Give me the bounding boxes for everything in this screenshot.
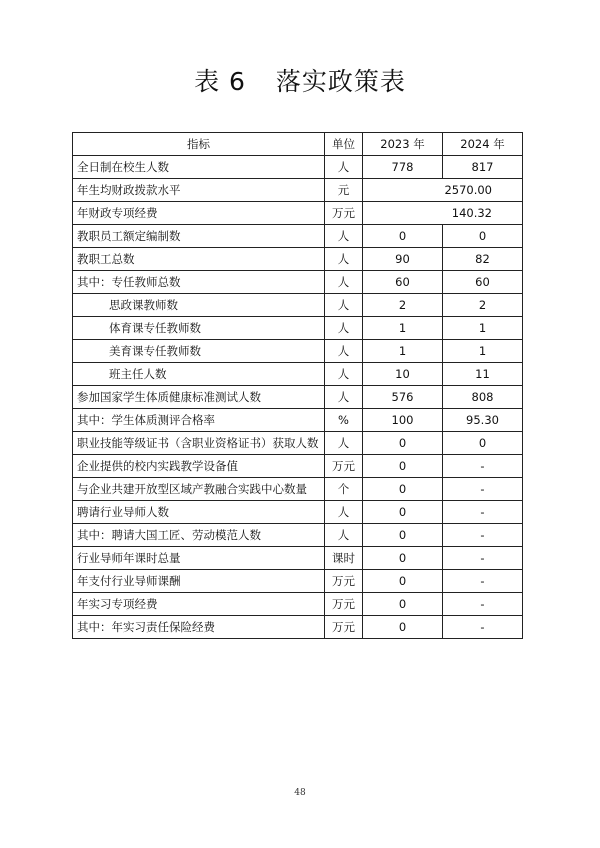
value-2023-cell: 0 (363, 616, 443, 639)
merged-value-cell: 2570.00 (363, 179, 523, 202)
value-2023-cell: 576 (363, 386, 443, 409)
table-row (73, 317, 523, 340)
unit-cell: 人 (325, 225, 363, 248)
indicator-cell: 聘请行业导师人数 (73, 501, 325, 524)
table-header-row (73, 133, 523, 156)
indicator-cell: 与企业共建开放型区域产教融合实践中心数量 (73, 478, 325, 501)
table-row (73, 593, 523, 616)
table-row (73, 501, 523, 524)
value-2024-cell: - (443, 455, 523, 478)
table-row (73, 202, 523, 225)
unit-cell: 个 (325, 478, 363, 501)
unit-cell: 人 (325, 432, 363, 455)
value-2024-cell: - (443, 616, 523, 639)
value-2023-cell: 1 (363, 317, 443, 340)
indicator-cell: 年支付行业导师课酬 (73, 570, 325, 593)
value-2024-cell: - (443, 547, 523, 570)
indicator-cell: 职业技能等级证书（含职业资格证书）获取人数 (73, 432, 325, 455)
value-2024-cell: 817 (443, 156, 523, 179)
table-number: 表 6 (194, 67, 246, 96)
table-row (73, 386, 523, 409)
policy-table (72, 132, 523, 639)
value-2024-cell: - (443, 478, 523, 501)
value-2024-cell: 0 (443, 432, 523, 455)
value-2024-cell: 0 (443, 225, 523, 248)
table-row (73, 225, 523, 248)
indicator-cell: 教职员工额定编制数 (73, 225, 325, 248)
table-row (73, 455, 523, 478)
table-row (73, 524, 523, 547)
value-2024-cell: - (443, 524, 523, 547)
indicator-cell: 思政课教师数 (73, 294, 325, 317)
table-title-text: 落实政策表 (275, 67, 406, 96)
unit-cell: 人 (325, 340, 363, 363)
value-2023-cell: 1 (363, 340, 443, 363)
value-2023-cell: 0 (363, 501, 443, 524)
table-row (73, 547, 523, 570)
unit-cell: 人 (325, 363, 363, 386)
header-2024: 2024 年 (443, 133, 523, 156)
header-indicator: 指标 (73, 133, 325, 156)
table-row (73, 478, 523, 501)
value-2024-cell: 2 (443, 294, 523, 317)
value-2023-cell: 0 (363, 225, 443, 248)
table-row (73, 271, 523, 294)
value-2023-cell: 0 (363, 478, 443, 501)
value-2023-cell: 100 (363, 409, 443, 432)
value-2023-cell: 90 (363, 248, 443, 271)
unit-cell: % (325, 409, 363, 432)
indicator-cell: 年实习专项经费 (73, 593, 325, 616)
indicator-cell: 其中：聘请大国工匠、劳动模范人数 (73, 524, 325, 547)
indicator-cell: 年财政专项经费 (73, 202, 325, 225)
table-row (73, 248, 523, 271)
header-2023: 2023 年 (363, 133, 443, 156)
table-row (73, 432, 523, 455)
value-2024-cell: 82 (443, 248, 523, 271)
unit-cell: 万元 (325, 570, 363, 593)
value-2023-cell: 0 (363, 570, 443, 593)
table-row (73, 340, 523, 363)
value-2023-cell: 10 (363, 363, 443, 386)
unit-cell: 万元 (325, 455, 363, 478)
page-title (0, 62, 600, 98)
value-2024-cell: 60 (443, 271, 523, 294)
value-2023-cell: 0 (363, 432, 443, 455)
value-2023-cell: 60 (363, 271, 443, 294)
indicator-cell: 其中：专任教师总数 (73, 271, 325, 294)
value-2024-cell: 95.30 (443, 409, 523, 432)
value-2024-cell: 1 (443, 317, 523, 340)
unit-cell: 万元 (325, 593, 363, 616)
table-row (73, 363, 523, 386)
unit-cell: 万元 (325, 616, 363, 639)
unit-cell: 人 (325, 524, 363, 547)
header-unit: 单位 (325, 133, 363, 156)
table-row (73, 570, 523, 593)
value-2024-cell: 11 (443, 363, 523, 386)
value-2023-cell: 0 (363, 593, 443, 616)
indicator-cell: 美育课专任教师数 (73, 340, 325, 363)
unit-cell: 人 (325, 156, 363, 179)
indicator-cell: 企业提供的校内实践教学设备值 (73, 455, 325, 478)
unit-cell: 人 (325, 386, 363, 409)
value-2023-cell: 0 (363, 455, 443, 478)
page-number: 48 (294, 788, 306, 798)
unit-cell: 课时 (325, 547, 363, 570)
unit-cell: 人 (325, 501, 363, 524)
value-2023-cell: 0 (363, 524, 443, 547)
unit-cell: 人 (325, 317, 363, 340)
table-row (73, 156, 523, 179)
table-row (73, 616, 523, 639)
indicator-cell: 年生均财政拨款水平 (73, 179, 325, 202)
unit-cell: 人 (325, 271, 363, 294)
unit-cell: 人 (325, 294, 363, 317)
indicator-cell: 参加国家学生体质健康标准测试人数 (73, 386, 325, 409)
value-2024-cell: 808 (443, 386, 523, 409)
value-2023-cell: 0 (363, 547, 443, 570)
indicator-cell: 其中：年实习责任保险经费 (73, 616, 325, 639)
indicator-cell: 行业导师年课时总量 (73, 547, 325, 570)
indicator-cell: 班主任人数 (73, 363, 325, 386)
table-row (73, 294, 523, 317)
value-2024-cell: - (443, 501, 523, 524)
unit-cell: 万元 (325, 202, 363, 225)
value-2024-cell: - (443, 593, 523, 616)
value-2023-cell: 2 (363, 294, 443, 317)
table-body (73, 156, 523, 639)
value-2024-cell: - (443, 570, 523, 593)
indicator-cell: 全日制在校生人数 (73, 156, 325, 179)
merged-value-cell: 140.32 (363, 202, 523, 225)
unit-cell: 人 (325, 248, 363, 271)
table-row (73, 409, 523, 432)
value-2024-cell: 1 (443, 340, 523, 363)
indicator-cell: 体育课专任教师数 (73, 317, 325, 340)
table-row (73, 179, 523, 202)
unit-cell: 元 (325, 179, 363, 202)
value-2023-cell: 778 (363, 156, 443, 179)
indicator-cell: 教职工总数 (73, 248, 325, 271)
indicator-cell: 其中：学生体质测评合格率 (73, 409, 325, 432)
